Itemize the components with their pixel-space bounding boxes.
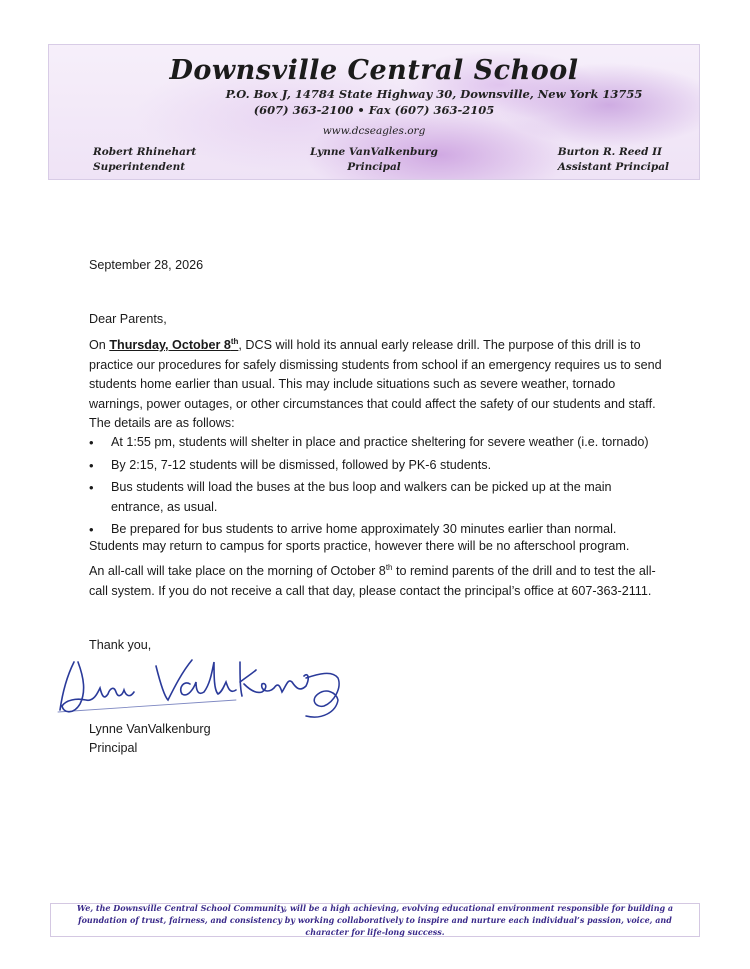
letter-date: September 28, 2026 [89, 258, 204, 272]
letterhead [48, 44, 700, 180]
details-list [89, 433, 667, 543]
principal-name: Lynne VanValkenburg [310, 146, 438, 158]
school-name: Downsville Central School [169, 55, 579, 86]
superintendent-title: Superintendent [93, 161, 186, 173]
principal-title: Principal [347, 161, 401, 173]
all-call-rest: to remind parents of the drill and to test the all-call system. If you do not receive a call that day, please contact the principal’s office at 607-363-2111. [89, 564, 656, 598]
assistant-principal-name: Burton R. Reed II [557, 146, 662, 158]
paragraph-intro [89, 336, 667, 434]
mission-text: We, the Downsville Central School Community, will be a high achieving, evolving educational environment responsible for building a foundation of trust, fairness, and consistency by working collaboratively to inspire and nurture each individual’s passion, voice, and character for life-long success. [76, 903, 674, 937]
school-address: P.O. Box J, 14784 State Highway 30, Downsville, New York 13755 [225, 87, 643, 101]
list-item: • Be prepared for bus students to arrive home approximately 30 minutes earlier than normal. [89, 520, 667, 540]
list-item: • By 2:15, 7-12 students will be dismissed, followed by PK-6 students. [89, 456, 667, 476]
drill-date-sup: th [230, 336, 239, 346]
mission-statement [50, 903, 700, 937]
closing: Thank you, [89, 638, 152, 652]
website-link[interactable]: www.dcseagles.org [322, 125, 426, 137]
signer-name: Lynne VanValkenburg [89, 722, 211, 736]
superintendent-name: Robert Rhinehart [93, 146, 197, 158]
assistant-principal-block [558, 145, 669, 175]
assistant-principal-title: Assistant Principal [557, 161, 669, 173]
handwritten-signature [56, 648, 346, 723]
intro-lead: On [89, 338, 110, 352]
all-call-sup: th [385, 562, 393, 572]
signer-block [89, 720, 667, 758]
signer-title: Principal [89, 741, 138, 755]
all-call-lead: An all-call will take place on the morning of October 8 [89, 564, 386, 578]
salutation: Dear Parents, [89, 312, 167, 326]
phone-fax-line [49, 103, 699, 117]
phone-number: (607) 363-2100 [253, 103, 354, 117]
paragraph-sports: Students may return to campus for sports practice, however there will be no afterschool program. [89, 539, 630, 553]
paragraph-all-call [89, 562, 667, 601]
intro-rest: , DCS will hold its annual early release drill. The purpose of this drill is to practice our procedures for safely dismissing students from school if an emergency requires us to send students home earlier than usual. This may include situations such as severe weather, tornado warnings, power outages, or other circumstances that could affect the safety of our students and staff. The details are as follows: [89, 338, 662, 430]
drill-date [109, 338, 238, 352]
drill-date-text: Thursday, October 8 [109, 338, 231, 352]
fax-number: Fax (607) 363-2105 [368, 103, 495, 117]
separator-dot: • [357, 103, 365, 117]
list-item: • At 1:55 pm, students will shelter in place and practice sheltering for severe weather (i.e. tornado) [89, 433, 667, 453]
list-item: • Bus students will load the buses at the bus loop and walkers can be picked up at the main entrance, as usual. [89, 478, 667, 517]
